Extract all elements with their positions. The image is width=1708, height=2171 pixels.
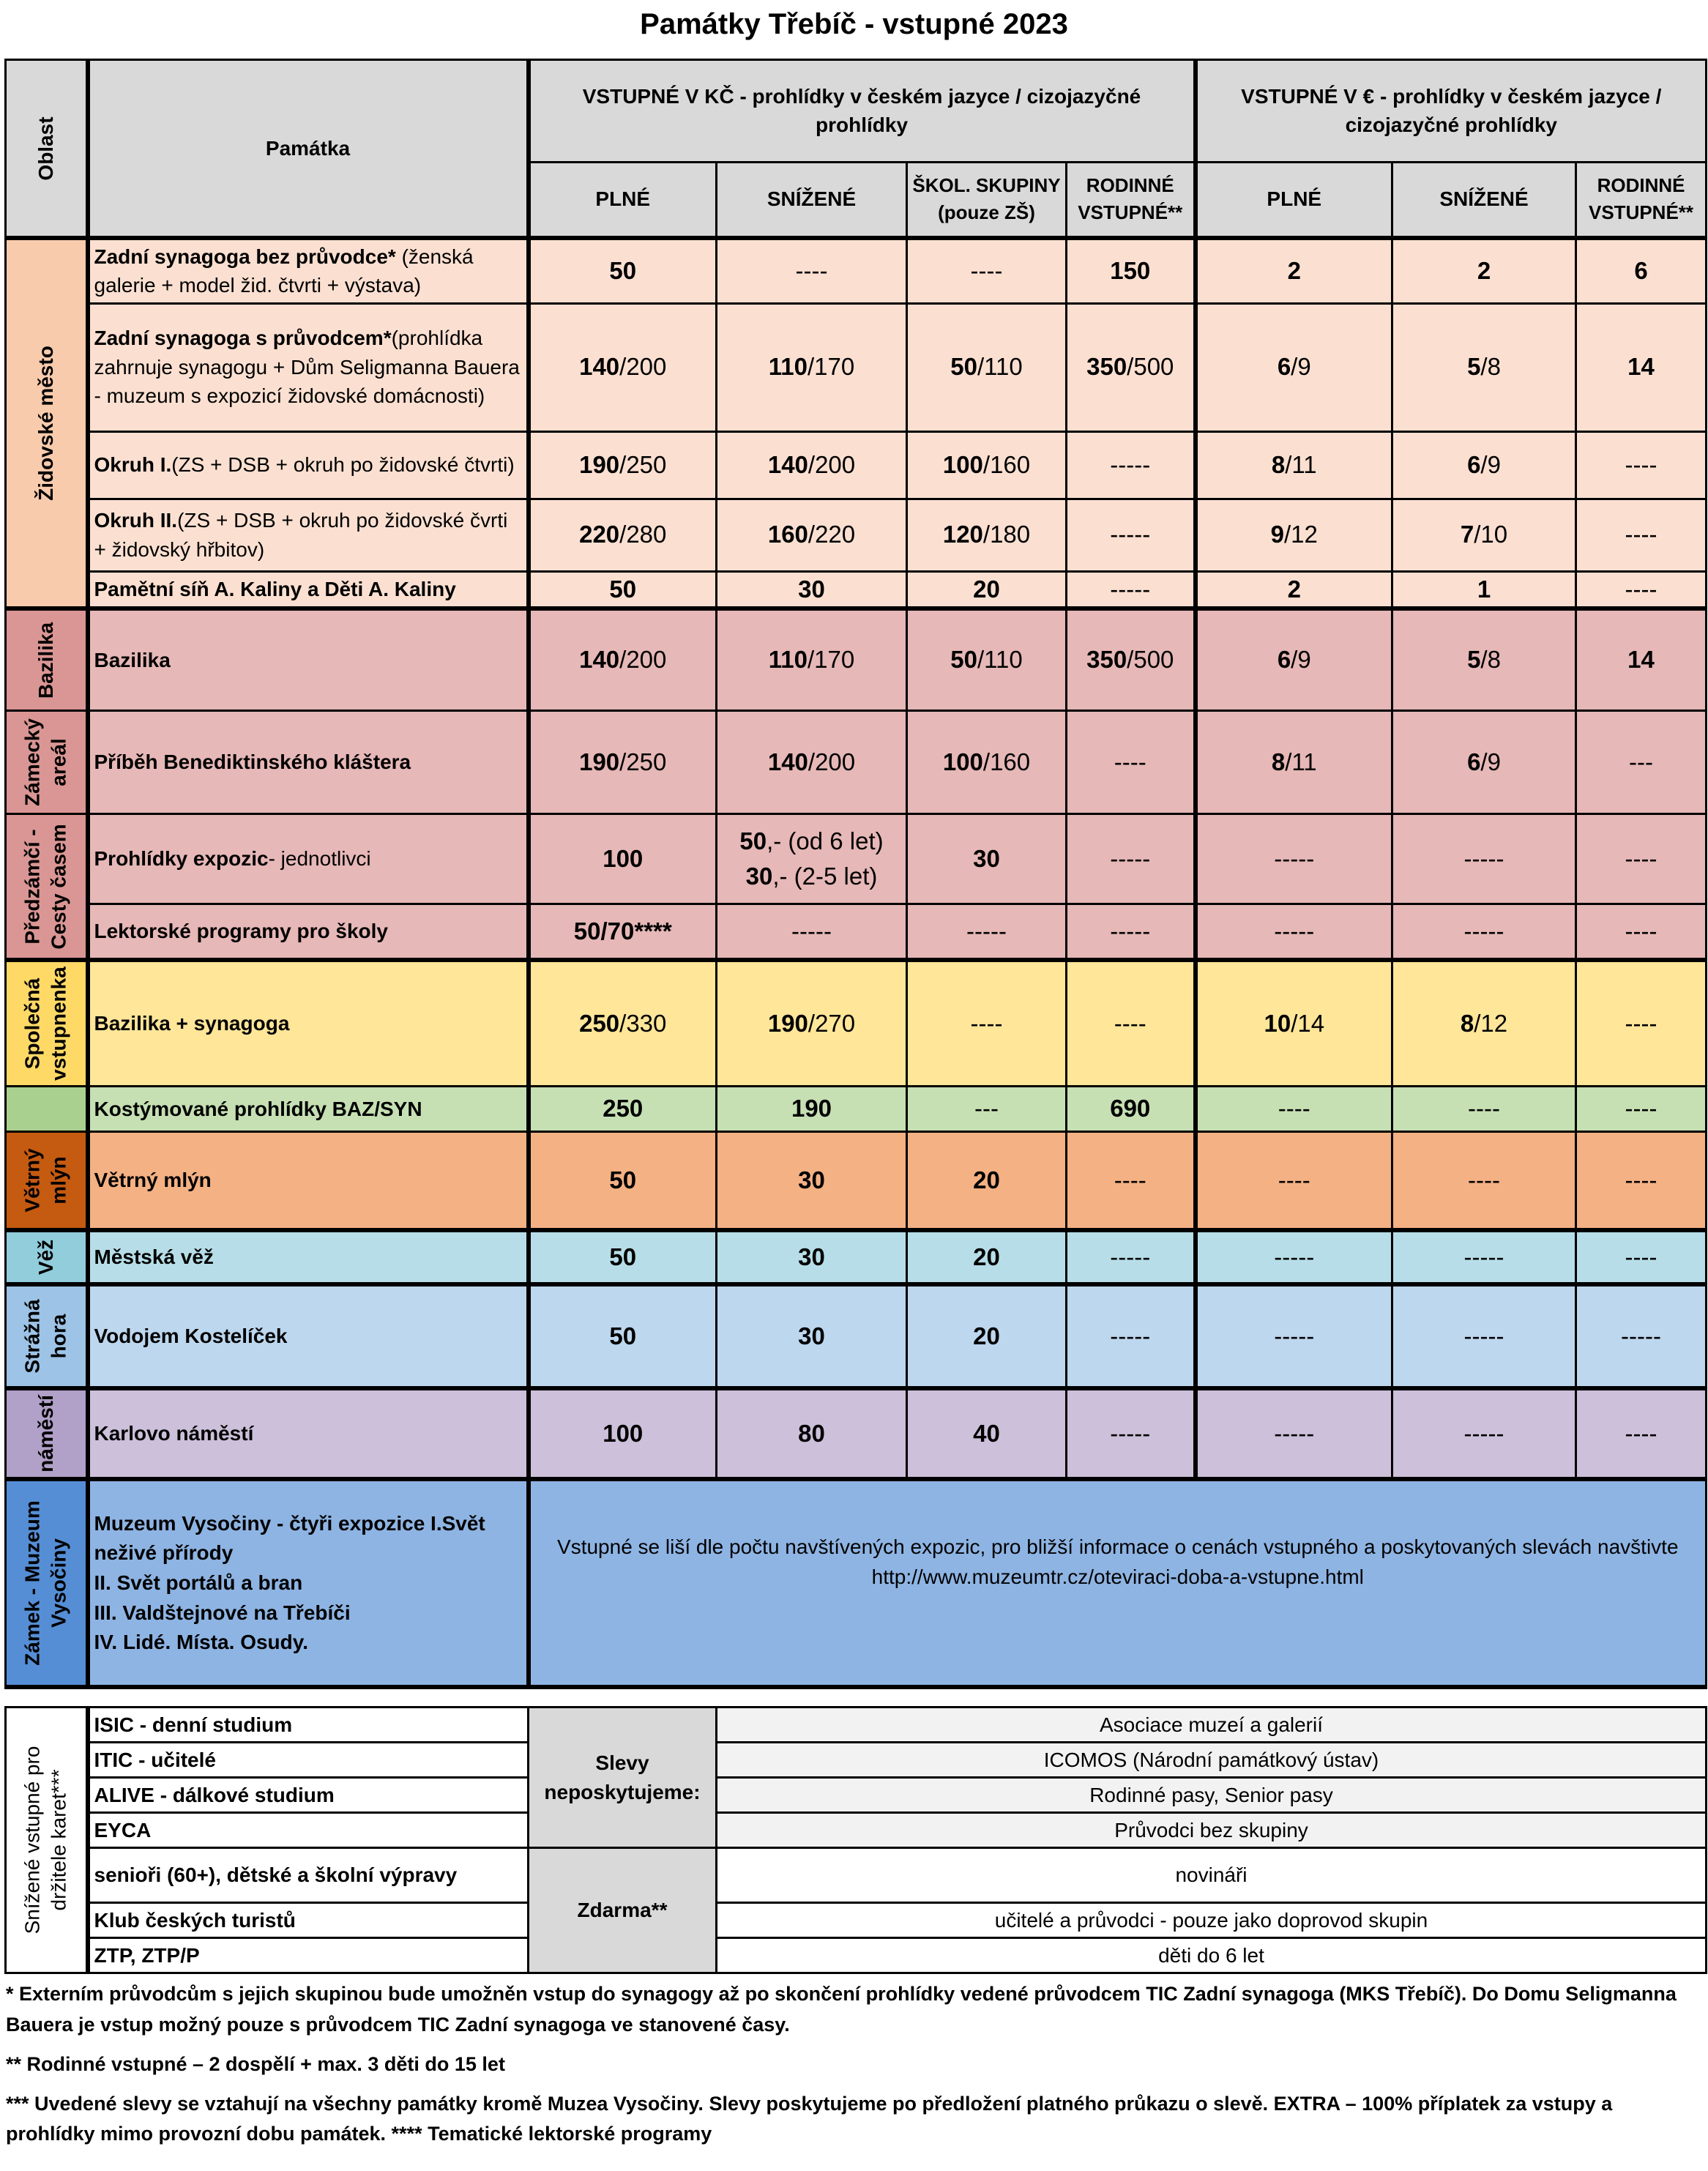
- header-eur-rodinne: RODINNÉ VSTUPNÉ**: [1576, 162, 1707, 238]
- museum-note: [529, 1479, 1707, 1687]
- price-czk-rodinne: -----: [1067, 1230, 1196, 1284]
- price-czk-snizene: 110/170: [717, 303, 907, 431]
- price-czk-rodinne: -----: [1067, 1284, 1196, 1388]
- price-eur-snizene: 2: [1392, 238, 1576, 303]
- table-row: [6, 431, 1707, 499]
- price-eur-snizene: -----: [1392, 1230, 1576, 1284]
- header-oblast: [6, 60, 88, 239]
- area-zamecky-areal: [6, 711, 88, 814]
- header-czk-skol: ŠKOL. SKUPINY (pouze ZŠ): [907, 162, 1067, 238]
- price-eur-snizene: 5/8: [1392, 608, 1576, 711]
- monument-name: Karlovo náměstí: [88, 1388, 529, 1479]
- no-discount-item: Rodinné pasy, Senior pasy: [717, 1778, 1707, 1813]
- footnote: ** Rodinné vstupné – 2 dospělí + max. 3 děti do 15 let: [6, 2052, 505, 2075]
- museum-link[interactable]: http://www.muzeumtr.cz/oteviraci-doba-a-vstupne.html: [871, 1565, 1364, 1588]
- price-eur-plne: 2: [1196, 238, 1392, 303]
- area-namesti: [6, 1388, 88, 1479]
- price-eur-rodinne: ----: [1576, 960, 1707, 1087]
- price-czk-skol: 20: [907, 1230, 1067, 1284]
- free-item: děti do 6 let: [717, 1938, 1707, 1973]
- price-czk-snizene: 140/200: [717, 711, 907, 814]
- discounts-table: [4, 1706, 1707, 1974]
- price-czk-rodinne: -----: [1067, 1388, 1196, 1479]
- table-row: [6, 1388, 1707, 1479]
- price-czk-snizene: ----: [717, 238, 907, 303]
- price-eur-plne: 2: [1196, 571, 1392, 608]
- museum-note-text: Vstupné se liší dle počtu navštívených expozic, pro bližší informace o cenách vstupného a poskytovaných slevách navštivte: [557, 1535, 1679, 1559]
- price-eur-plne: -----: [1196, 1388, 1392, 1479]
- monument-name: Pamětní síň A. Kaliny a Děti A. Kaliny: [88, 571, 529, 608]
- price-eur-plne: -----: [1196, 1230, 1392, 1284]
- price-eur-snizene: ----: [1392, 1087, 1576, 1132]
- price-eur-snizene: -----: [1392, 1388, 1576, 1479]
- price-eur-rodinne: ----: [1576, 1230, 1707, 1284]
- monument-name: [88, 814, 529, 904]
- header-oblast-label: Oblast: [34, 116, 57, 181]
- header-row-groups: [6, 60, 1707, 163]
- price-eur-snizene: -----: [1392, 814, 1576, 904]
- discount-row: [6, 1903, 1707, 1938]
- museum-exhibition-line: II. Svět portálů a bran: [94, 1571, 303, 1595]
- free-item: novináři: [717, 1848, 1707, 1903]
- price-czk-plne: 100: [529, 814, 717, 904]
- area-vez: [6, 1230, 88, 1284]
- monument-name: Bazilika: [88, 608, 529, 711]
- table-row: [6, 499, 1707, 571]
- table-row: [6, 904, 1707, 961]
- header-eur-snizene: SNÍŽENÉ: [1392, 162, 1576, 238]
- price-czk-plne: 140/200: [529, 608, 717, 711]
- price-eur-plne: 9/12: [1196, 499, 1392, 571]
- price-eur-rodinne: ----: [1576, 499, 1707, 571]
- price-eur-rodinne: ----: [1576, 571, 1707, 608]
- price-eur-snizene: 6/9: [1392, 711, 1576, 814]
- monument-name: Lektorské programy pro školy: [88, 904, 529, 961]
- price-eur-plne: 8/11: [1196, 431, 1392, 499]
- price-czk-skol: 20: [907, 1284, 1067, 1388]
- price-czk-skol: 100/160: [907, 711, 1067, 814]
- price-eur-snizene: ----: [1392, 1132, 1576, 1231]
- header-pamatka: Památka: [88, 60, 529, 239]
- price-eur-plne: -----: [1196, 814, 1392, 904]
- discount-card: ZTP, ZTP/P: [88, 1938, 529, 1973]
- price-czk-rodinne: 350/500: [1067, 303, 1196, 431]
- area-label: Předzámčí - Cesty časem: [20, 824, 70, 950]
- discount-row: [6, 1813, 1707, 1848]
- price-czk-snizene: 30: [717, 1132, 907, 1231]
- monument-name: [88, 1479, 529, 1687]
- discount-row: [6, 1778, 1707, 1813]
- price-eur-snizene: 6/9: [1392, 431, 1576, 499]
- table-row: [6, 1132, 1707, 1231]
- price-czk-plne: 50: [529, 571, 717, 608]
- area-label: Židovské město: [34, 346, 57, 501]
- footnotes: [6, 1979, 1703, 2159]
- monument-name: [88, 499, 529, 571]
- page-title: Památky Třebíč - vstupné 2023: [640, 8, 1068, 40]
- footnote: * Externím průvodcům s jejich skupinou bude umožněn vstup do synagogy až po skončení prohlídky vedené průvodcem TIC Zadní synagoga (MKS Třebíč). Do Domu Seligmanna Bauera je vstup možný pouze s průvodcem TIC Zadní synagoga ve stanovené časy.: [6, 1983, 1677, 2036]
- monument-name-detail: (prohlídka zahrnuje synagogu + Dům Seligmanna Bauera - muzeum s expozicí židovské domácnosti): [94, 326, 520, 408]
- area-zidovske-mesto: [6, 238, 88, 608]
- monument-name-bold: Okruh II.: [94, 508, 178, 532]
- header-czk-rodinne: RODINNÉ VSTUPNÉ**: [1067, 162, 1196, 238]
- area-label: náměstí: [34, 1395, 57, 1473]
- price-czk-snizene: 30: [717, 1284, 907, 1388]
- monument-name: Bazilika + synagoga: [88, 960, 529, 1087]
- museum-exhibition-line: Muzeum Vysočiny - čtyři expozice I.Svět: [94, 1511, 485, 1535]
- price-eur-rodinne: ----: [1576, 431, 1707, 499]
- discount-row: [6, 1743, 1707, 1778]
- price-czk-skol: ----: [907, 238, 1067, 303]
- monument-name: Městská věž: [88, 1230, 529, 1284]
- table-row: [6, 1087, 1707, 1132]
- price-czk-plne: 140/200: [529, 303, 717, 431]
- monument-name: Příběh Benediktinského kláštera: [88, 711, 529, 814]
- price-eur-snizene: -----: [1392, 904, 1576, 961]
- header-eur-plne: PLNÉ: [1196, 162, 1392, 238]
- price-czk-plne: 100: [529, 1388, 717, 1479]
- discount-row: [6, 1848, 1707, 1903]
- price-czk-skol: 50/110: [907, 608, 1067, 711]
- discount-row: [6, 1708, 1707, 1743]
- price-czk-rodinne: -----: [1067, 431, 1196, 499]
- price-czk-skol: ---: [907, 1087, 1067, 1132]
- price-eur-plne: 6/9: [1196, 608, 1392, 711]
- discount-label: Snížené vstupné pro držitele karet***: [20, 1746, 70, 1934]
- monument-name-detail: (ZS + DSB + okruh po židovské čtvrti): [171, 453, 515, 477]
- area-zamek-muzeum: [6, 1479, 88, 1687]
- table-row: [6, 814, 1707, 904]
- price-czk-skol: 20: [907, 571, 1067, 608]
- no-discount-item: Průvodci bez skupiny: [717, 1813, 1707, 1848]
- header-group-eur: VSTUPNÉ V € - prohlídky v českém jazyce / cizojazyčné prohlídky: [1196, 60, 1707, 163]
- no-discount-label: Slevy neposkytujeme:: [529, 1708, 717, 1848]
- price-eur-rodinne: 6: [1576, 238, 1707, 303]
- no-discount-item: Asociace muzeí a galerií: [717, 1708, 1707, 1743]
- price-czk-plne: 50/70****: [529, 904, 717, 961]
- discount-card: ISIC - denní studium: [88, 1708, 529, 1743]
- price-eur-rodinne: 14: [1576, 303, 1707, 431]
- table-row: [6, 960, 1707, 1087]
- price-czk-snizene: -----: [717, 904, 907, 961]
- price-czk-snizene: 80: [717, 1388, 907, 1479]
- monument-name: Kostýmované prohlídky BAZ/SYN: [88, 1087, 529, 1132]
- price-czk-plne: 250/330: [529, 960, 717, 1087]
- table-row: [6, 303, 1707, 431]
- no-discount-item: ICOMOS (Národní památkový ústav): [717, 1743, 1707, 1778]
- monument-name-detail: (ZS + DSB + okruh po židovské čvrti + židovský hřbitov): [94, 508, 508, 561]
- price-czk-skol: 40: [907, 1388, 1067, 1479]
- price-czk-skol: ----: [907, 960, 1067, 1087]
- table-row: [6, 1230, 1707, 1284]
- price-czk-snizene: 30: [717, 1230, 907, 1284]
- area-empty: [6, 1087, 88, 1132]
- discount-card: senioři (60+), dětské a školní výpravy: [88, 1848, 529, 1903]
- monument-name: [88, 238, 529, 303]
- price-czk-rodinne: -----: [1067, 571, 1196, 608]
- price-czk-rodinne: -----: [1067, 814, 1196, 904]
- price-eur-plne: 6/9: [1196, 303, 1392, 431]
- monument-name-bold: Prohlídky expozic: [94, 847, 269, 871]
- price-eur-rodinne: -----: [1576, 1284, 1707, 1388]
- price-czk-plne: 190/250: [529, 431, 717, 499]
- monument-name: [88, 431, 529, 499]
- area-label: Větrný mlýn: [20, 1148, 70, 1213]
- free-item: učitelé a průvodci - pouze jako doprovod skupin: [717, 1903, 1707, 1938]
- price-czk-skol: 50/110: [907, 303, 1067, 431]
- museum-exhibition-line: neživé přírody: [94, 1541, 234, 1565]
- table-row: [6, 1284, 1707, 1388]
- area-label: Zámecký areál: [20, 718, 70, 807]
- area-predzamci: [6, 814, 88, 961]
- price-eur-rodinne: ---: [1576, 711, 1707, 814]
- monument-name: [88, 303, 529, 431]
- price-czk-plne: 220/280: [529, 499, 717, 571]
- price-eur-plne: 8/11: [1196, 711, 1392, 814]
- header-czk-plne: PLNÉ: [529, 162, 717, 238]
- price-czk-plne: 50: [529, 238, 717, 303]
- price-eur-snizene: 8/12: [1392, 960, 1576, 1087]
- price-eur-snizene: 1: [1392, 571, 1576, 608]
- header-czk-snizene: SNÍŽENÉ: [717, 162, 907, 238]
- header-group-czk: VSTUPNÉ V KČ - prohlídky v českém jazyce / cizojazyčné prohlídky: [529, 60, 1196, 163]
- monument-name-detail: - jednotlivci: [268, 847, 371, 871]
- price-czk-skol: 20: [907, 1132, 1067, 1231]
- price-czk-rodinne: 350/500: [1067, 608, 1196, 711]
- monument-name-bold: Okruh I.: [94, 453, 172, 477]
- area-label: Věž: [34, 1240, 57, 1276]
- price-eur-rodinne: ----: [1576, 904, 1707, 961]
- discount-card: ITIC - učitelé: [88, 1743, 529, 1778]
- price-czk-plne: 250: [529, 1087, 717, 1132]
- monument-name-bold: Zadní synagoga s průvodcem*: [94, 326, 392, 349]
- area-label: Strážná hora: [20, 1299, 70, 1374]
- price-czk-snizene: 30: [717, 571, 907, 608]
- monument-name: Vodojem Kostelíček: [88, 1284, 529, 1388]
- area-spolecna: [6, 960, 88, 1087]
- price-czk-rodinne: -----: [1067, 499, 1196, 571]
- price-eur-rodinne: ----: [1576, 1388, 1707, 1479]
- price-eur-plne: ----: [1196, 1132, 1392, 1231]
- price-eur-plne: 10/14: [1196, 960, 1392, 1087]
- discount-row: [6, 1938, 1707, 1973]
- table-row: [6, 608, 1707, 711]
- price-czk-skol: 100/160: [907, 431, 1067, 499]
- price-czk-snizene: 190/270: [717, 960, 907, 1087]
- price-eur-plne: -----: [1196, 904, 1392, 961]
- area-vetrny-mlyn: [6, 1132, 88, 1231]
- price-eur-rodinne: 14: [1576, 608, 1707, 711]
- price-czk-plne: 50: [529, 1284, 717, 1388]
- price-czk-rodinne: -----: [1067, 904, 1196, 961]
- price-eur-snizene: 7/10: [1392, 499, 1576, 571]
- table-row: [6, 238, 1707, 303]
- discount-card: EYCA: [88, 1813, 529, 1848]
- price-czk-rodinne: ----: [1067, 960, 1196, 1087]
- discount-label-cell: [6, 1708, 88, 1973]
- area-strazna-hora: [6, 1284, 88, 1388]
- museum-exhibition-line: III. Valdštejnové na Třebíči: [94, 1601, 351, 1624]
- price-eur-snizene: 5/8: [1392, 303, 1576, 431]
- price-czk-snizene: 110/170: [717, 608, 907, 711]
- free-label: Zdarma**: [529, 1848, 717, 1973]
- price-table: [4, 59, 1707, 1689]
- footnote: *** Uvedené slevy se vztahují na všechny památky kromě Muzea Vysočiny. Slevy poskytujeme po předložení platného průkazu o slevě. EXTRA – 100% příplatek za vstupy a prohlídky mimo provozní dobu památek. **** Tematické lektorské programy: [6, 2092, 1613, 2145]
- price-czk-snizene: 50,- (od 6 let) 30,- (2-5 let): [717, 814, 907, 904]
- price-czk-rodinne: 150: [1067, 238, 1196, 303]
- table-row: [6, 571, 1707, 608]
- discount-card: Klub českých turistů: [88, 1903, 529, 1938]
- price-eur-rodinne: ----: [1576, 814, 1707, 904]
- price-czk-snizene: 190: [717, 1087, 907, 1132]
- area-label: Zámek - Muzeum Vysočiny: [20, 1500, 70, 1667]
- price-czk-plne: 50: [529, 1230, 717, 1284]
- price-eur-rodinne: ----: [1576, 1132, 1707, 1231]
- price-eur-rodinne: ----: [1576, 1087, 1707, 1132]
- museum-exhibition-line: IV. Lidé. Místa. Osudy.: [94, 1631, 309, 1654]
- price-eur-plne: ----: [1196, 1087, 1392, 1132]
- price-czk-rodinne: ----: [1067, 1132, 1196, 1231]
- area-bazilika: [6, 608, 88, 711]
- price-czk-snizene: 160/220: [717, 499, 907, 571]
- price-czk-rodinne: 690: [1067, 1087, 1196, 1132]
- price-czk-rodinne: ----: [1067, 711, 1196, 814]
- monument-name-bold: Zadní synagoga bez průvodce*: [94, 245, 396, 268]
- table-row: [6, 1479, 1707, 1687]
- price-eur-plne: -----: [1196, 1284, 1392, 1388]
- price-czk-skol: 30: [907, 814, 1067, 904]
- price-czk-skol: -----: [907, 904, 1067, 961]
- table-row: [6, 711, 1707, 814]
- monument-name: Větrný mlýn: [88, 1132, 529, 1231]
- area-label: Bazilika: [34, 622, 57, 699]
- price-czk-snizene: 140/200: [717, 431, 907, 499]
- price-eur-snizene: -----: [1392, 1284, 1576, 1388]
- price-czk-plne: 190/250: [529, 711, 717, 814]
- area-label: Společná vstupnenka: [20, 967, 70, 1081]
- discount-card: ALIVE - dálkové studium: [88, 1778, 529, 1813]
- monument-name-detail: (ženská galerie + model žid. čtvrti + výstava): [94, 245, 474, 297]
- price-czk-skol: 120/180: [907, 499, 1067, 571]
- price-czk-plne: 50: [529, 1132, 717, 1231]
